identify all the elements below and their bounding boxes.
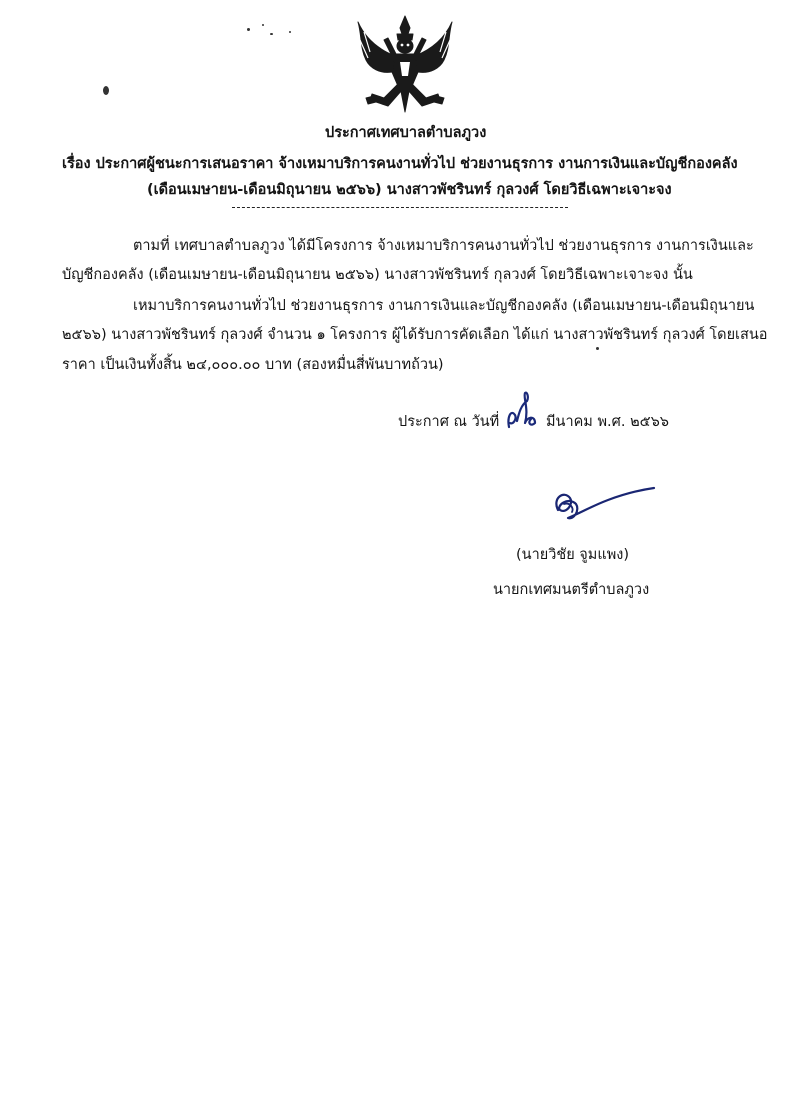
handwritten-day — [505, 387, 539, 431]
signature-scribble — [548, 480, 658, 528]
date-suffix: มีนาคม พ.ศ. ๒๕๖๖ — [546, 414, 670, 430]
scan-speck — [289, 31, 291, 33]
agency-title: ประกาศเทศบาลตำบลภูวง — [325, 125, 487, 141]
scan-speck — [596, 347, 599, 350]
paragraph-1-line-1: ตามที่ เทศบาลตำบลภูวง ได้มีโครงการ จ้างเหมาบริการคนงานทั่วไป ช่วยงานธุรการ งานการเงินและ — [133, 238, 754, 254]
paragraph-1-line-2: บัญชีกองคลัง (เดือนเมษายน-เดือนมิถุนายน ๒๕๖๖) นางสาวพัชรินทร์ กุลวงศ์ โดยวิธีเฉพาะเจาะจง นั้น — [62, 267, 693, 283]
subject-line-2: (เดือนเมษายน-เดือนมิถุนายน ๒๕๖๖) นางสาวพัชรินทร์ กุลวงศ์ โดยวิธีเฉพาะเจาะจง — [147, 182, 672, 198]
scan-speck — [103, 86, 109, 95]
paragraph-2-line-3: ราคา เป็นเงินทั้งสิ้น ๒๔,๐๐๐.๐๐ บาท (สองหมื่นสี่พันบาทถ้วน) — [62, 357, 444, 373]
paragraph-2-line-2: ๒๕๖๖) นางสาวพัชรินทร์ กุลวงศ์ จำนวน ๑ โครงการ ผู้ได้รับการคัดเลือก ได้แก่ นางสาวพัชรินทร์ กุลวงศ์ โดยเสนอ — [62, 327, 768, 343]
subject-line-1: เรื่อง ประกาศผู้ชนะการเสนอราคา จ้างเหมาบริการคนงานทั่วไป ช่วยงานธุรการ งานการเงินและบัญชีกองคลัง — [62, 156, 738, 172]
signatory-name: (นายวิชัย จูมแพง) — [516, 547, 629, 563]
date-prefix: ประกาศ ณ วันที่ — [398, 414, 500, 430]
scan-speck — [262, 24, 264, 26]
paragraph-2-line-1: เหมาบริการคนงานทั่วไป ช่วยงานธุรการ งานการเงินและบัญชีกองคลัง (เดือนเมษายน-เดือนมิถุนายน — [133, 298, 755, 314]
separator-line — [232, 207, 568, 208]
signatory-title: นายกเทศมนตรีตำบลภูวง — [493, 582, 650, 598]
scan-speck — [270, 33, 273, 35]
scan-speck — [247, 28, 250, 31]
garuda-emblem-icon — [350, 10, 460, 118]
